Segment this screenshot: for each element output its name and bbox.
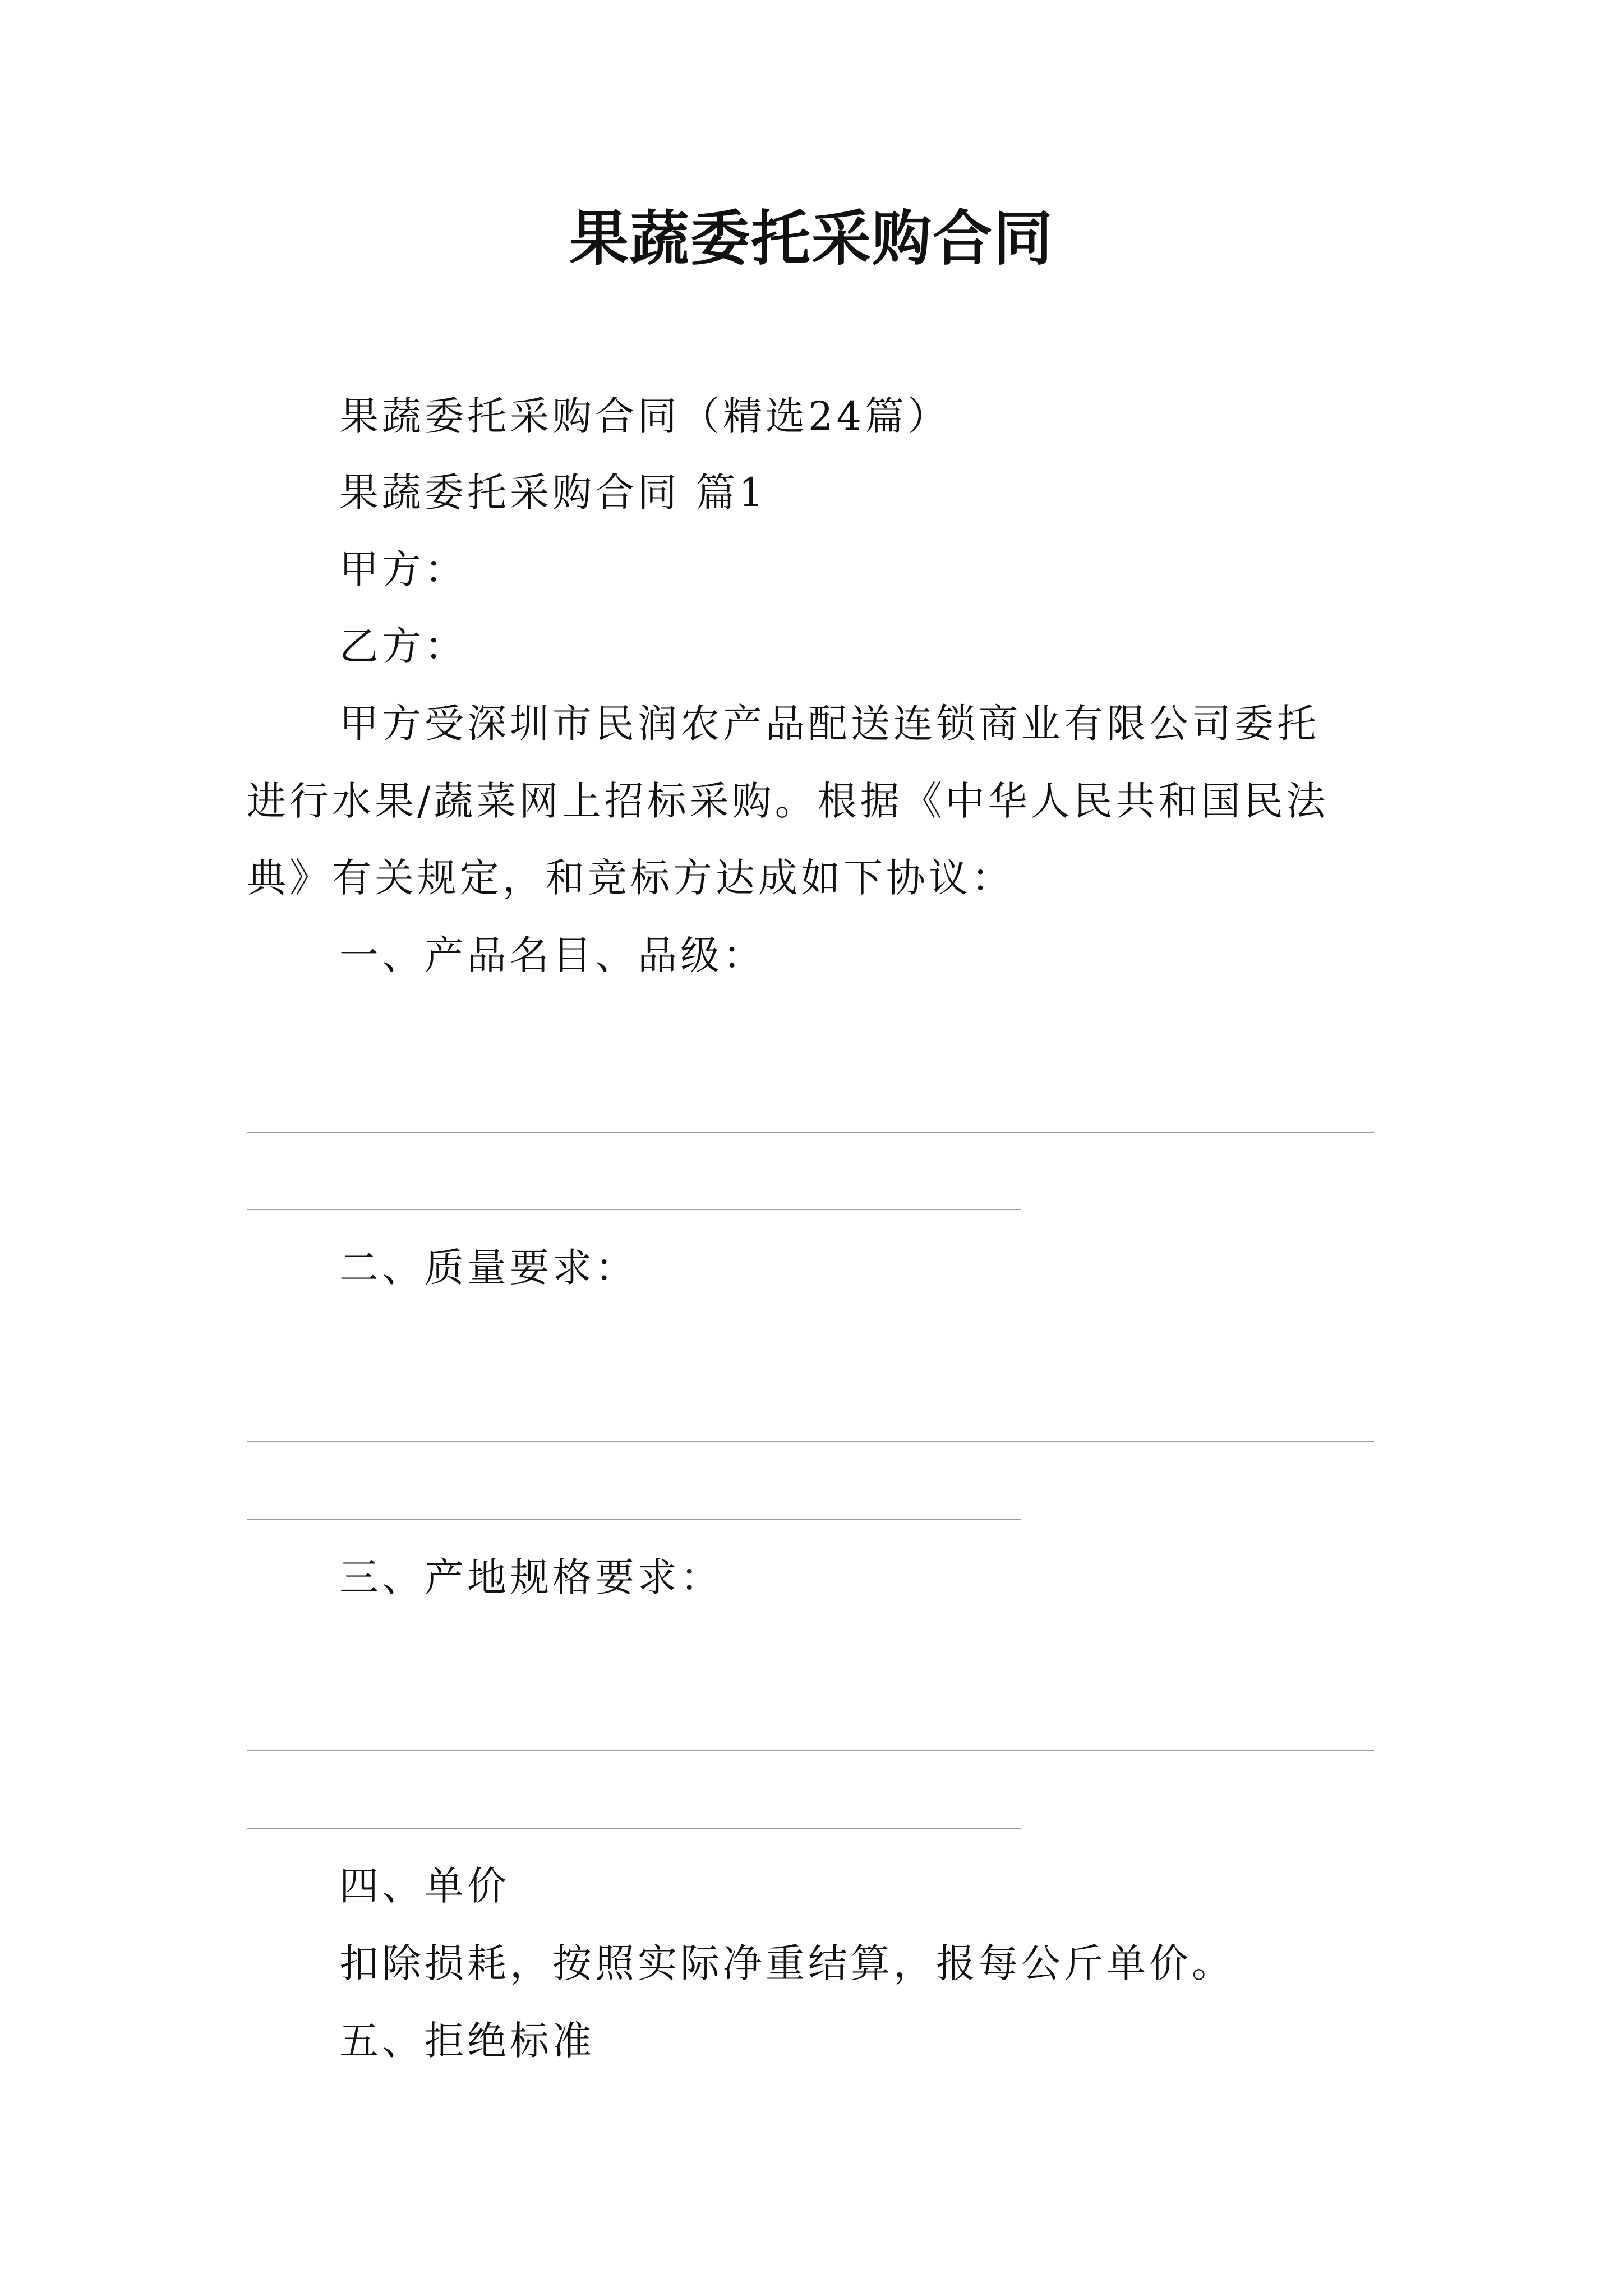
party-a-label: 甲方： (339, 546, 467, 592)
unit-price-text: 扣除损耗，按照实际净重结算，报每公斤单价。 (339, 1940, 1234, 1986)
fill-in-blank-line (247, 1132, 1374, 1133)
chapter-heading: 果蔬委托采购合同 篇1 (339, 470, 767, 516)
fill-in-blank-line (247, 1209, 1021, 1210)
section-heading-unit-price: 四、单价 (339, 1863, 510, 1909)
section-heading-origin: 三、产地规格要求： (339, 1554, 723, 1600)
fill-in-blank-line (247, 1441, 1374, 1442)
section-heading-products: 一、产品名目、品级： (339, 932, 766, 978)
intro-paragraph-line: 典》有关规定，和竞标方达成如下协议： (247, 855, 1014, 901)
fill-in-blank-line (247, 1750, 1374, 1751)
section-heading-rejection: 五、拒绝标准 (339, 2018, 595, 2064)
document-subtitle: 果蔬委托采购合同（精选24篇） (339, 393, 951, 439)
party-b-label: 乙方： (339, 623, 467, 669)
intro-paragraph-line: 进行水果/蔬菜网上招标采购。根据《中华人民共和国民法 (247, 778, 1329, 824)
section-heading-quality: 二、质量要求： (339, 1245, 638, 1291)
fill-in-blank-line (247, 1828, 1021, 1829)
intro-paragraph-line: 甲方受深圳市民润农产品配送连锁商业有限公司委托 (339, 701, 1320, 747)
document-title: 果蔬委托采购合同 (569, 203, 1054, 273)
fill-in-blank-line (247, 1519, 1021, 1520)
